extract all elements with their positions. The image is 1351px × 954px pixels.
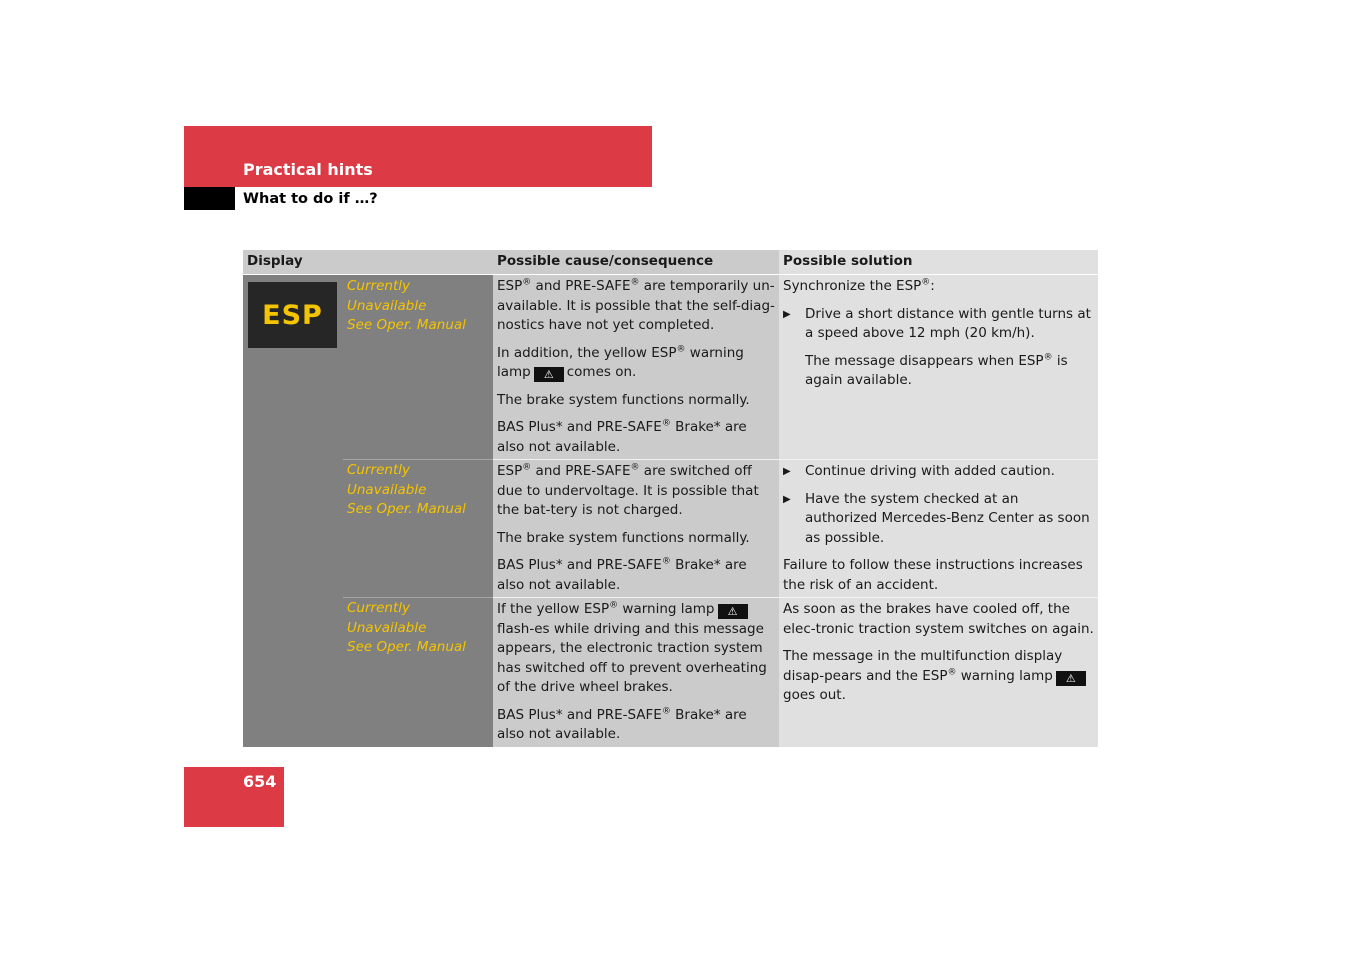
cause-text: BAS Plus* and PRE-SAFE® Brake* are also not available. bbox=[497, 556, 747, 593]
display-column bbox=[243, 275, 493, 747]
cause-text: The brake system functions normally. bbox=[497, 391, 750, 408]
cause-text: ESP® and PRE-SAFE® are temporarily un-available. It is possible that the self-diag-nostics have not yet completed. bbox=[497, 277, 775, 333]
solution-bullet: ▶ Have the system checked at an authorized Mercedes-Benz Center as soon as possible. bbox=[783, 490, 1094, 549]
message-line: See Oper. Manual bbox=[347, 639, 466, 655]
table-body bbox=[243, 275, 1098, 747]
solution-cell bbox=[779, 460, 1098, 597]
table-row bbox=[493, 275, 1098, 460]
warning-triangle-icon: ⚠ bbox=[534, 367, 564, 382]
warning-triangle-icon: ⚠ bbox=[718, 604, 748, 619]
message-line: See Oper. Manual bbox=[347, 317, 466, 333]
bullet-triangle-icon: ▶ bbox=[783, 466, 791, 477]
section-tab-marker bbox=[184, 187, 235, 210]
solution-bullet: ▶ Continue driving with added caution. bbox=[783, 462, 1094, 482]
cause-cell bbox=[493, 275, 779, 459]
cause-text: If the yellow ESP® warning lamp ⚠flash-es while driving and this message appears, the electronic traction system has switched off to prevent overheating of the drive wheel brakes. bbox=[497, 600, 767, 695]
message-line: Currently Unavailable bbox=[347, 462, 427, 498]
bullet-triangle-icon: ▶ bbox=[783, 308, 791, 320]
display-messages-table bbox=[243, 250, 1098, 747]
cause-cell bbox=[493, 598, 779, 747]
page-number: 654 bbox=[243, 772, 277, 791]
esp-symbol-icon: ESP bbox=[248, 282, 337, 348]
solution-text: As soon as the brakes have cooled off, the elec-tronic traction system switches on again. bbox=[783, 601, 1094, 637]
solution-cell bbox=[779, 598, 1098, 747]
header-display: Display bbox=[243, 250, 493, 275]
bullet-triangle-icon: ▶ bbox=[783, 493, 791, 505]
cause-text: BAS Plus* and PRE-SAFE® Brake* are also not available. bbox=[497, 418, 747, 455]
solution-warning: Failure to follow these instructions increases the risk of an accident. bbox=[783, 557, 1083, 593]
table-header-row bbox=[243, 250, 1098, 275]
row-divider bbox=[343, 459, 493, 460]
message-line: Currently Unavailable bbox=[347, 278, 427, 314]
section-title: Practical hints bbox=[243, 160, 373, 179]
table-row bbox=[493, 460, 1098, 598]
display-message-3 bbox=[347, 599, 493, 658]
subsection-title: What to do if …? bbox=[243, 191, 378, 207]
solution-cell bbox=[779, 275, 1098, 459]
solution-note: The message disappears when ESP® is again available. bbox=[805, 352, 1068, 388]
cause-text: The brake system functions normally. bbox=[497, 529, 750, 546]
display-message-1 bbox=[347, 277, 493, 336]
message-line: Currently Unavailable bbox=[347, 600, 427, 636]
solution-text: Synchronize the ESP®: bbox=[783, 277, 935, 294]
cause-text: BAS Plus* and PRE-SAFE® Brake* are also not available. bbox=[497, 706, 747, 742]
solution-text: The message in the multifunction display disap-pears and the ESP® warning lamp ⚠goes out. bbox=[783, 647, 1094, 706]
warning-triangle-icon: ⚠ bbox=[1056, 671, 1086, 686]
solution-bullet: ▶ Drive a short distance with gentle turns at a speed above 12 mph (20 km/h). bbox=[783, 305, 1094, 344]
header-cause: Possible cause/consequence bbox=[493, 250, 779, 275]
display-message-2 bbox=[347, 461, 493, 520]
table-row bbox=[493, 598, 1098, 747]
row-divider bbox=[343, 597, 493, 598]
cause-cell bbox=[493, 460, 779, 597]
cause-text: In addition, the yellow ESP® warning lamp ⚠ comes on. bbox=[497, 344, 744, 381]
cause-text: ESP® and PRE-SAFE® are switched off due to undervoltage. It is possible that the bat-tery is not charged. bbox=[497, 462, 759, 518]
header-solution: Possible solution bbox=[779, 250, 1098, 275]
message-line: See Oper. Manual bbox=[347, 501, 466, 517]
table-rows bbox=[493, 275, 1098, 747]
